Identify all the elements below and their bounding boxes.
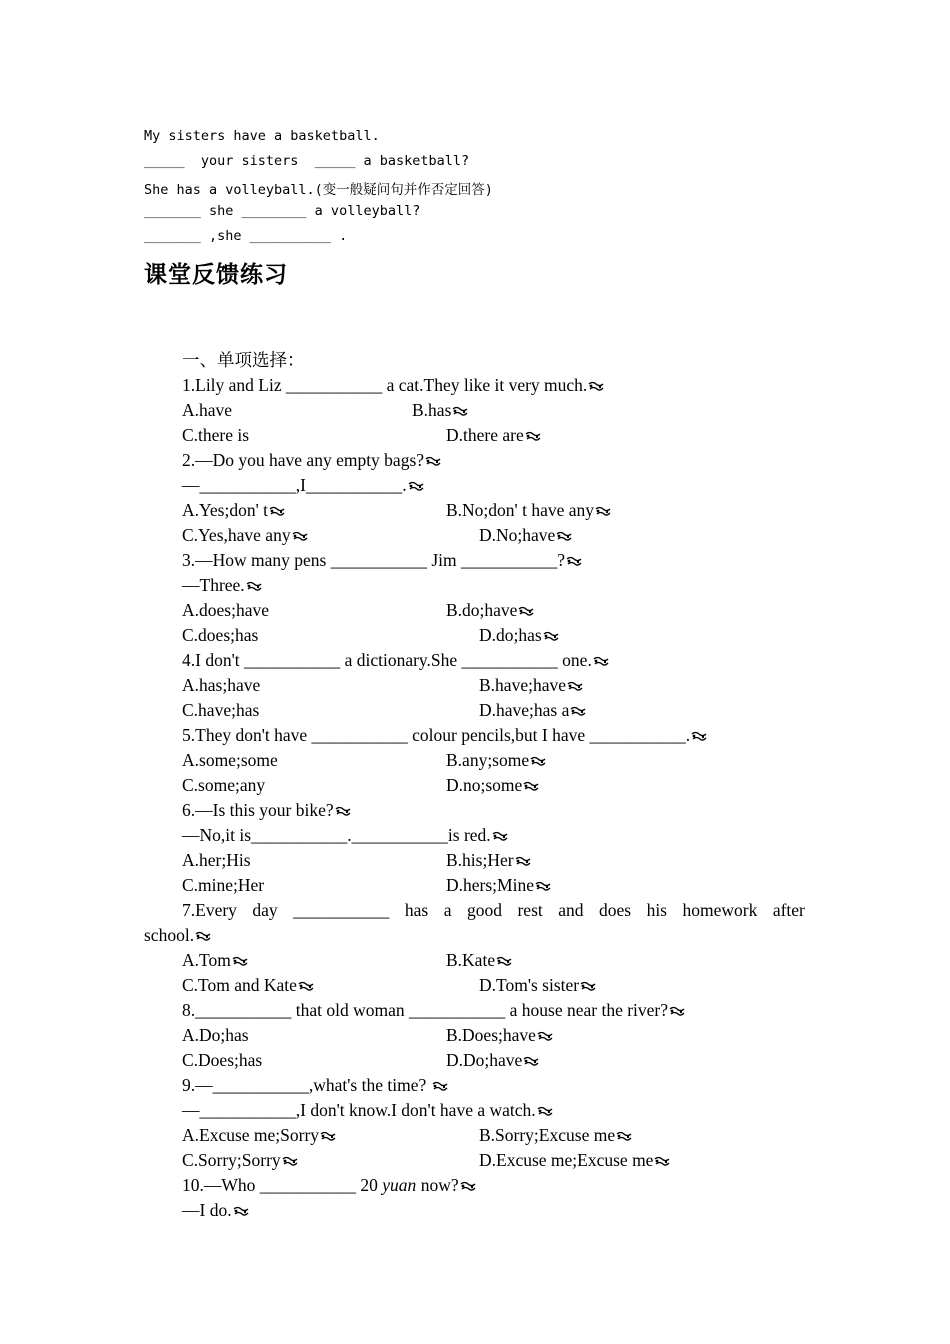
stem-word: day	[252, 900, 278, 920]
text-line: _____ your sisters _____ a basketball?	[144, 153, 470, 169]
paragraph-mark-icon	[233, 1206, 249, 1217]
option-c: C.there is	[182, 425, 250, 445]
paragraph-mark-icon	[518, 606, 534, 617]
stem-word: good	[466, 900, 502, 920]
paragraph-mark-icon	[535, 881, 551, 892]
paragraph-mark-icon	[492, 831, 508, 842]
option-b: B.Sorry;Excuse me	[479, 1124, 632, 1146]
option-c: C.Does;has	[182, 1050, 263, 1070]
stem-text: 1.Lily and Liz ___________ a cat.They like it very much.	[182, 375, 588, 395]
paragraph-mark-icon	[530, 756, 546, 767]
stem-text: 2.—Do you have any empty bags?	[182, 450, 425, 470]
stem-word: rest	[517, 900, 543, 920]
question-reply	[182, 574, 262, 596]
paragraph-mark-icon	[523, 1056, 539, 1067]
paragraph-mark-icon	[408, 481, 424, 492]
question-stem	[182, 1074, 448, 1096]
text-line: _______ she ________ a volleyball?	[144, 203, 421, 219]
paragraph-mark-icon	[269, 506, 285, 517]
stem-text: now?	[416, 1175, 459, 1195]
option-c: C.does;has	[182, 625, 259, 645]
stem-word: does	[599, 900, 632, 920]
option-d: D.Do;have	[446, 1049, 539, 1071]
paragraph-mark-icon	[654, 1156, 670, 1167]
text-line: She has a volleyball.(变一般疑问句并作否定回答)	[144, 182, 493, 198]
paragraph-mark-icon	[246, 581, 262, 592]
question-stem	[182, 724, 707, 746]
question-stem-continued	[144, 924, 211, 946]
option-b: B.have;have	[479, 674, 583, 696]
option-a: A.does;have	[182, 600, 269, 620]
text-line: My sisters have a basketball.	[144, 128, 380, 144]
question-reply	[182, 474, 424, 496]
option-d: D.no;some	[446, 774, 539, 796]
option-b: B.No;don' t have any	[446, 499, 611, 521]
option-a: A.some;some	[182, 750, 278, 770]
option-d: D.do;has	[479, 624, 559, 646]
paragraph-mark-icon	[515, 856, 531, 867]
paragraph-mark-icon	[570, 706, 586, 717]
exercise-heading: 一、单项选择：	[182, 350, 305, 370]
question-stem	[182, 374, 604, 396]
question-stem	[182, 449, 441, 471]
option-c: C.mine;Her	[182, 875, 265, 895]
paragraph-mark-icon	[616, 1131, 632, 1142]
stem-text: 9.—___________,what's the time?	[182, 1075, 431, 1095]
option-a: A.Tom	[182, 949, 248, 971]
option-a: A.Yes;don' t	[182, 499, 285, 521]
paragraph-mark-icon	[432, 1081, 448, 1092]
paragraph-mark-icon	[496, 956, 512, 967]
paragraph-mark-icon	[669, 1006, 685, 1017]
reply-text: —___________,I don't know.I don't have a watch.	[182, 1100, 536, 1120]
option-d: D.have;has a	[479, 699, 586, 721]
option-c: C.some;any	[182, 775, 266, 795]
option-b: B.Does;have	[446, 1024, 553, 1046]
question-stem	[182, 549, 582, 571]
stem-word: ___________	[293, 900, 390, 920]
question-stem	[182, 999, 685, 1021]
reply-text: —No,it is___________.___________is red.	[182, 825, 491, 845]
stem-word: homework	[682, 900, 758, 920]
option-b: B.do;have	[446, 599, 534, 621]
paragraph-mark-icon	[460, 1181, 476, 1192]
stem-text: 8.___________ that old woman ___________ a house near the river?	[182, 1000, 669, 1020]
stem-text: 4.I don't ___________ a dictionary.She ___________ one.	[182, 650, 592, 670]
option-a: A.has;have	[182, 675, 261, 695]
option-b: B.Kate	[446, 949, 512, 971]
question-reply	[182, 824, 508, 846]
paragraph-mark-icon	[452, 406, 468, 417]
question-reply	[182, 1099, 553, 1121]
text-line: _______ ,she __________ .	[144, 228, 348, 244]
paragraph-mark-icon	[282, 1156, 298, 1167]
option-c: C.have;has	[182, 700, 260, 720]
stem-text: 5.They don't have ___________ colour pencils,but I have ___________.	[182, 725, 691, 745]
paragraph-mark-icon	[595, 506, 611, 517]
option-b: B.any;some	[446, 749, 546, 771]
paragraph-mark-icon	[567, 681, 583, 692]
question-stem	[182, 649, 609, 671]
option-a: A.her;His	[182, 850, 251, 870]
reply-text: —Three.	[182, 575, 245, 595]
option-a: A.Excuse me;Sorry	[182, 1124, 336, 1146]
option-c: C.Yes,have any	[182, 524, 308, 546]
paragraph-mark-icon	[195, 931, 211, 942]
paragraph-mark-icon	[580, 981, 596, 992]
question-reply	[182, 1199, 249, 1221]
question-stem	[182, 1174, 476, 1196]
option-d: D.there are	[446, 424, 541, 446]
paragraph-mark-icon	[298, 981, 314, 992]
option-b: B.has	[412, 399, 468, 421]
stem-word: and	[558, 900, 584, 920]
paragraph-mark-icon	[292, 531, 308, 542]
stem-text: 3.—How many pens ___________ Jim ___________?	[182, 550, 566, 570]
option-a: A.Do;has	[182, 1025, 249, 1045]
option-a: A.have	[182, 400, 233, 420]
stem-word: his	[646, 900, 667, 920]
stem-text: 6.—Is this your bike?	[182, 800, 334, 820]
stem-text: 10.—Who ___________ 20	[182, 1175, 383, 1195]
paragraph-mark-icon	[523, 781, 539, 792]
stem-text: school.	[144, 925, 195, 945]
paragraph-mark-icon	[543, 631, 559, 642]
paragraph-mark-icon	[593, 656, 609, 667]
paragraph-mark-icon	[566, 556, 582, 567]
paragraph-mark-icon	[525, 431, 541, 442]
reply-text: —___________,I___________.	[182, 475, 407, 495]
stem-word: a	[443, 900, 452, 920]
reply-text: —I do.	[182, 1200, 232, 1220]
option-c: C.Tom and Kate	[182, 974, 314, 996]
option-d: D.Excuse me;Excuse me	[479, 1149, 670, 1171]
paragraph-mark-icon	[232, 956, 248, 967]
paragraph-mark-icon	[537, 1031, 553, 1042]
option-d: D.hers;Mine	[446, 874, 551, 896]
paragraph-mark-icon	[425, 456, 441, 467]
section-title: 课堂反馈练习	[144, 262, 288, 288]
question-stem	[182, 899, 805, 921]
option-d: D.No;have	[479, 524, 572, 546]
option-b: B.his;Her	[446, 849, 531, 871]
paragraph-mark-icon	[588, 381, 604, 392]
stem-word: 7.Every	[182, 900, 237, 920]
question-stem	[182, 799, 351, 821]
stem-word: after	[772, 900, 805, 920]
paragraph-mark-icon	[335, 806, 351, 817]
paragraph-mark-icon	[320, 1131, 336, 1142]
stem-word: has	[404, 900, 429, 920]
paragraph-mark-icon	[537, 1106, 553, 1117]
paragraph-mark-icon	[691, 731, 707, 742]
option-d: D.Tom's sister	[479, 974, 596, 996]
stem-italic: yuan	[382, 1175, 417, 1195]
option-c: C.Sorry;Sorry	[182, 1149, 298, 1171]
paragraph-mark-icon	[556, 531, 572, 542]
